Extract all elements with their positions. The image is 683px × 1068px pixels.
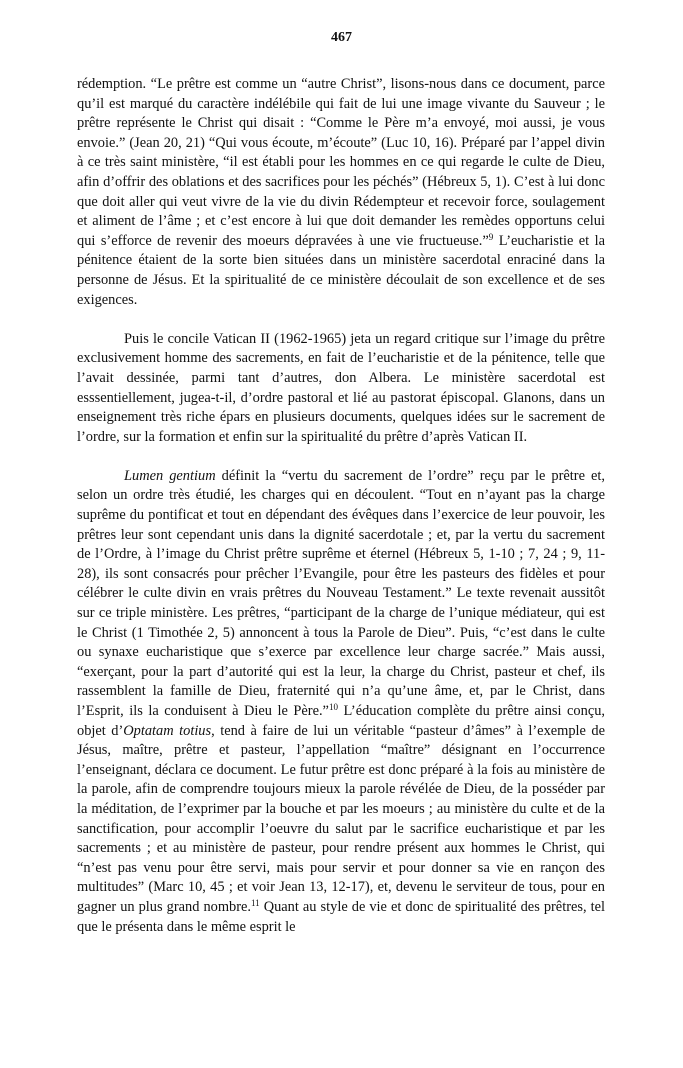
text-segment: définit la “vertu du sacrement de l’ordre” reçu par le prêtre et, selon un ordre très étudié, les charges qui en découlent. “Tout en n’ayant pas la charge suprême du pontificat et tout en dépendant des évêques dans l’exercice de leur pouvoir, les prêtres leur sont cependant unis dans la dignité sacerdotale ; et, par la vertu du sacrement de l’Ordre, à l’image du Christ prêtre suprême et éternel (Hébreux 5, 1-10 ; 7, 24 ; 9, 11-28), ils sont consacrés pour prêcher l’Evangile, pour être les pasteurs des fidèles et pour célébrer le culte divin en vrais prêtres du Nouveau Testament.” Le texte revenait aussitôt sur ce triple ministère. Les prêtres, “participant de la charge de l’unique médiateur, qui est le Christ (1 Timothée 2, 5) annoncent à tous la Parole de Dieu”. Puis, “c’est dans le culte ou synaxe eucharistique que s’exerce par excellence leur charge sacrée.” Mais aussi, “exerçant, pour la part d’autorité qui est la leur, la charge du Christ, pasteur et chef, ils rassemblent la famille de Dieu, fraternité qui n’a qu’une âme, et, par le Christ, dans l’Esprit, ils la conduisent à Dieu le Père.”: [77, 467, 605, 719]
text-segment: Puis le concile Vatican II (1962-1965) jeta un regard critique sur l’image du prêtre exclusivement homme des sacrements, en fait de l’eucharistie et de la pénitence, telle que l’avait dessinée, parmi tant d’autres, don Albera. Le ministère sacerdotal est esssentiellement, jugea-t-il, d’ordre pastoral et lié au pastorat épiscopal. Glanons, dans un enseignement très riche épars en plusieurs documents, quelques idées sur le sacrement de l’ordre, sur la formation et enfin sur la spiritualité du prêtre d’après Vatican II.: [77, 330, 605, 445]
text-segment: L’eucharistie et la pénitence étaient de la sorte bien situées dans un ministère sacerdotal enraciné dans la personne de Jésus. Et la spiritualité de ce ministère découlait de son excellence et de ses exigences.: [77, 232, 605, 308]
text-segment: Quant au style de vie et donc de spiritualité des prêtres, tel que le présenta dans le même esprit le: [77, 898, 605, 935]
text-segment: L’éducation complète du prêtre ainsi conçu, objet d’: [77, 703, 605, 739]
document-title-lumen-gentium: Lumen gentium: [124, 467, 216, 484]
footnote-ref-11: 11: [251, 897, 260, 908]
footnote-ref-9: 9: [488, 231, 494, 242]
paragraph-2: [77, 330, 605, 448]
body-text: [77, 75, 605, 937]
text-segment: rédemption. “Le prêtre est comme un “autre Christ”, lisons-nous dans ce document, parce qu’il est marqué du caractère indélébile qui fait de lui une image vivante du Sauveur ; le prêtre représente le Christ qui disait : “Comme le Père m’a envoyé, moi aussi, je vous envoie.” (Jean 20, 21) “Qui vous écoute, m’écoute” (Luc 10, 16). Préparé par l’appel divin à ce très saint ministère, “il est établi pour les hommes en ce qui regarde le culte de Dieu, afin d’offrir des oblations et des sacrifices pour les péchés” (Hébreux 5, 1). C’est à lui donc que doit aller qui veut vivre de la vie du divin Rédempteur et recevoir force, soulagement et aliment de l’âme ; et c’est encore à lui que doit demander les remèdes opportuns celui qui s’efforce de revenir des moeurs dépravées à une vie fructueuse.”: [77, 76, 605, 249]
text-segment: , tend à faire de lui un véritable “pasteur d’âmes” à l’exemple de Jésus, maître, prêtre et pasteur, l’appellation “maître” désignant en l’occurrence l’enseignant, déclara ce document. Le futur prêtre est donc préparé à la fois au ministère de la parole, afin de comprendre toujours mieux la parole révélée de Dieu, de la posséder par la méditation, de l’exprimer par la bouche et par les moeurs ; au ministère du culte et de la sanctification, pour accomplir l’oeuvre du salut par le sacrifice eucharistique et par les sacrements ; et au ministère de pasteur, pour rendre présent aux hommes le Christ, qui “n’est pas venu pour être servi, mais pour servir et pour donner sa vie en rançon des multitudes” (Marc 10, 45 ; et voir Jean 13, 12-17), et, devenu le serviteur de tous, pour en gagner un plus grand nombre.: [77, 722, 605, 915]
paragraph-1: [77, 75, 605, 310]
footnote-ref-10: 10: [328, 702, 338, 712]
page-number: 467: [331, 30, 352, 45]
paragraph-3: [77, 467, 605, 937]
document-title-optatam-totius: Optatam totius: [123, 722, 212, 739]
